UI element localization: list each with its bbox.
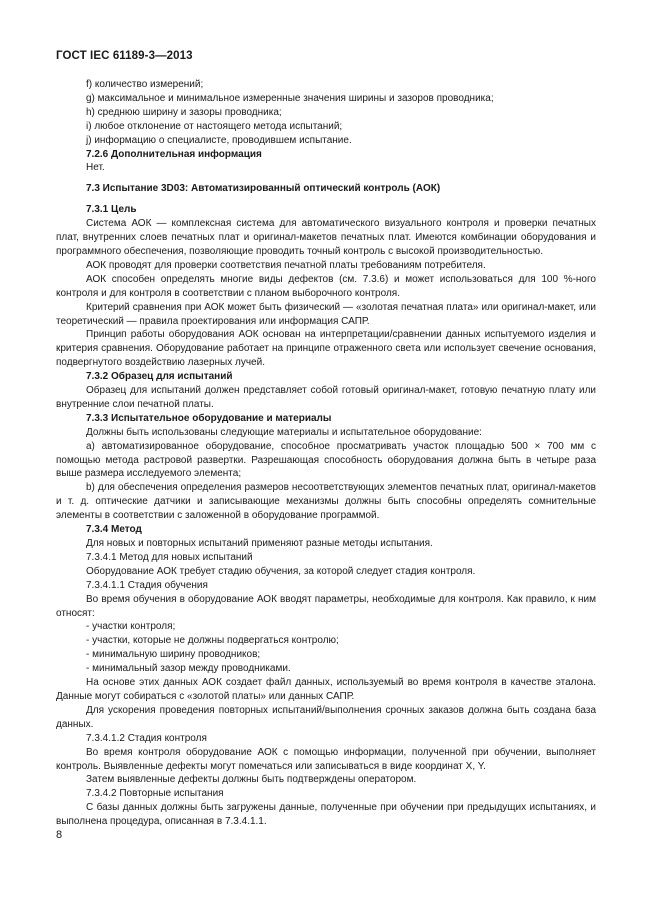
paragraph: Оборудование АОК требует стадию обучения, за которой следует стадия контроля.	[86, 565, 476, 577]
list-item-f: f) количество измерений;	[86, 79, 204, 90]
list-item-i: i) любое отклонение от настоящего метода испытаний;	[86, 120, 343, 132]
section-heading-7-3-4: 7.3.4 Метод	[86, 524, 142, 536]
paragraph: Принцип работы оборудования АОК основан на интерпретации/сравнении данных испытуемого изделия и критерия сравнения. Оборудование работает на принципе отраженного света или использует свечение основания, подвергнутого воздействию лазерных лучей.	[56, 329, 596, 369]
section-heading-7-3-3: 7.3.3 Испытательное оборудование и материалы	[86, 412, 332, 424]
subsection-heading-7-3-4-1-1: 7.3.4.1.1 Стадия обучения	[86, 579, 208, 591]
paragraph: АОК проводят для проверки соответствия печатной платы требованиям потребителя.	[86, 259, 486, 271]
paragraph: Критерий сравнения при АОК может быть физический — «золотая печатная плата» или оригинал-макет, или теоретический — правила проектирования или информация САПР.	[56, 301, 596, 327]
section-heading-7-3-1: 7.3.1 Цель	[86, 204, 137, 216]
paragraph: Нет.	[86, 162, 105, 174]
subsection-heading-7-3-4-1-2: 7.3.4.1.2 Стадия контроля	[86, 732, 207, 744]
section-heading-7-3: 7.3 Испытание 3D03: Автоматизированный оптический контроль (АОК)	[86, 183, 441, 195]
paragraph: Должны быть использованы следующие материалы и испытательное оборудование:	[86, 426, 482, 438]
dash-list-item: - минимальную ширину проводников;	[86, 649, 261, 661]
section-heading-7-2-6: 7.2.6 Дополнительная информация	[86, 148, 262, 160]
page-number: 8	[56, 829, 63, 841]
list-item-j: j) информацию о специалисте, проводившем испытание.	[86, 134, 352, 146]
dash-list-item: - участки, которые не должны подвергаться контролю;	[86, 635, 339, 647]
list-item-g: g) максимальное и минимальное измеренные значения ширины и зазоров проводника;	[86, 92, 494, 104]
paragraph: Во время контроля оборудование АОК с помощью информации, полученной при обучении, выполняет контроль. Выявленные дефекты могут помечаться или записываться в виде координат X, Y.	[56, 746, 596, 772]
paragraph: Во время обучения в оборудование АОК вводят параметры, необходимые для контроля. Как правило, к ним относят:	[56, 593, 596, 619]
list-item-a: a) автоматизированное оборудование, способное просматривать участок площадью 500 × 700 мм с помощью метода растровой развертки. Разрешающая способность оборудования должна быть в четыре раза выше размера исследуемого элемента;	[56, 440, 596, 480]
subsection-heading-7-3-4-1: 7.3.4.1 Метод для новых испытаний	[86, 551, 253, 563]
paragraph: Затем выявленные дефекты должны быть подтверждены оператором.	[86, 774, 417, 786]
section-heading-7-3-2: 7.3.2 Образец для испытаний	[86, 371, 233, 383]
document-header: ГОСТ IEC 61189-3—2013	[56, 50, 193, 62]
list-item-h: h) среднюю ширину и зазоры проводника;	[86, 106, 282, 118]
dash-list-item: - минимальный зазор между проводниками.	[86, 663, 291, 675]
dash-list-item: - участки контроля;	[86, 621, 176, 633]
paragraph: На основе этих данных АОК создает файл данных, используемый во время контроля в качестве эталона. Данные могут собираться с «золотой платы» или данных САПР.	[56, 677, 596, 702]
list-item-b: b) для обеспечения определения размеров несоответствующих элементов печатных плат, оригинал-макетов и т. д. оптические датчики и записывающие механизмы должны быть способны определять сомнительные элементы в соответствии с заложенной в оборудование программой.	[56, 482, 596, 522]
paragraph: Для новых и повторных испытаний применяют разные методы испытания.	[86, 538, 433, 549]
subsection-heading-7-3-4-2: 7.3.4.2 Повторные испытания	[86, 788, 224, 800]
paragraph: Система АОК — комплексная система для автоматического визуального контроля и проверки печатных плат, внутренних слоев печатных плат и оригинал-макетов печатных плат. Имеются комбинации оборудования и программного обеспечения, позволяющие проводить точный контроль с высокой производительностью.	[56, 218, 596, 257]
paragraph: Для ускорения проведения повторных испытаний/выполнения срочных заказов должна быть создана база данных.	[56, 704, 596, 730]
paragraph: АОК способен определять многие виды дефектов (см. 7.3.6) и может использоваться для 100 %-ного контроля и для контроля в соответствии с планом выборочного контроля.	[56, 273, 596, 299]
paragraph: Образец для испытаний должен представляет собой готовый оригинал-макет, готовую печатную плату или внутренние слои печатной платы.	[56, 385, 596, 410]
paragraph: С базы данных должны быть загружены данные, полученные при обучении при предыдущих испытаниях, и выполнена процедура, описанная в 7.3.4.1.1.	[56, 802, 596, 828]
document-body	[56, 78, 596, 829]
